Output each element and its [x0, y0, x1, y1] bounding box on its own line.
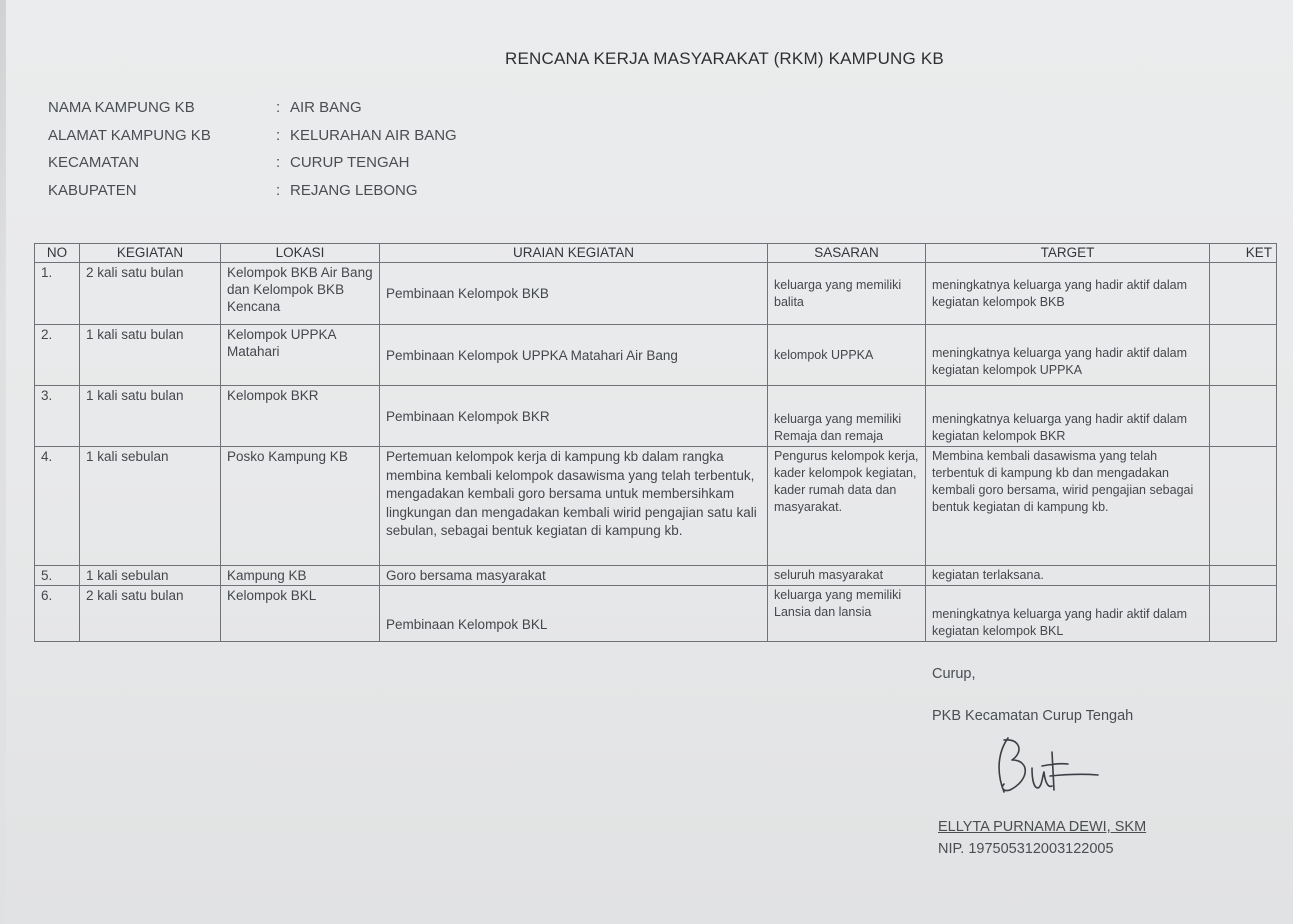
cell-sasaran: keluarga yang memiliki Lansia dan lansia — [768, 586, 926, 642]
cell-ket — [1210, 263, 1277, 325]
cell-no: 2. — [35, 325, 80, 386]
cell-ket — [1210, 586, 1277, 642]
info-row-kecamatan — [48, 149, 457, 177]
cell-target: meningkatnya keluarga yang hadir aktif dalam kegiatan kelompok BKL — [926, 586, 1210, 642]
cell-target: Membina kembali dasawisma yang telah terbentuk di kampung kb dan mengadakan kembali goro bersama, wirid pengajian sebagai bentuk kegiatan di kampung kb. — [926, 447, 1210, 566]
cell-no: 1. — [35, 263, 80, 325]
info-value: CURUP TENGAH — [290, 154, 410, 172]
table-row — [35, 386, 1277, 447]
cell-lokasi: Kelompok BKB Air Bang dan Kelompok BKB Kencana — [221, 263, 380, 325]
table-row — [35, 586, 1277, 642]
cell-target: meningkatnya keluarga yang hadir aktif dalam kegiatan kelompok BKR — [926, 386, 1210, 447]
signatory-nip: NIP. 197505312003122005 — [938, 841, 1114, 857]
info-value: AIR BANG — [290, 99, 362, 117]
cell-target: meningkatnya keluarga yang hadir aktif dalam kegiatan kelompok BKB — [926, 263, 1210, 325]
cell-kegiatan: 1 kali satu bulan — [80, 325, 221, 386]
signature-position: PKB Kecamatan Curup Tengah — [932, 708, 1134, 724]
cell-kegiatan: 2 kali satu bulan — [80, 263, 221, 325]
info-row-alamat — [48, 122, 457, 150]
cell-lokasi: Kelompok BKL — [221, 586, 380, 642]
rkm-table — [34, 243, 1277, 642]
info-label: KABUPATEN — [48, 181, 137, 199]
cell-target: kegiatan terlaksana. — [926, 566, 1210, 586]
cell-sasaran: keluarga yang memiliki Remaja dan remaja — [768, 386, 926, 447]
cell-no: 4. — [35, 447, 80, 566]
info-colon: : — [276, 181, 281, 199]
signature-image — [990, 730, 1100, 805]
cell-uraian: Pembinaan Kelompok BKR — [380, 386, 768, 447]
cell-sasaran: seluruh masyarakat — [768, 566, 926, 586]
cell-sasaran: kelompok UPPKA — [768, 325, 926, 386]
cell-sasaran: keluarga yang memiliki balita — [768, 263, 926, 325]
info-row-nama — [48, 94, 457, 122]
cell-lokasi: Kampung KB — [221, 566, 380, 586]
cell-uraian: Pembinaan Kelompok BKB — [380, 263, 768, 325]
cell-sasaran: Pengurus kelompok kerja, kader kelompok kegiatan, kader rumah data dan masyarakat. — [768, 447, 926, 566]
table-row — [35, 447, 1277, 566]
header-lokasi: LOKASI — [221, 244, 380, 263]
cell-kegiatan: 2 kali satu bulan — [80, 586, 221, 642]
signature-place: Curup, — [932, 666, 976, 682]
info-value: REJANG LEBONG — [290, 181, 418, 199]
info-label: ALAMAT KAMPUNG KB — [48, 126, 211, 144]
header-ket: KET — [1210, 244, 1277, 263]
cell-lokasi: Kelompok BKR — [221, 386, 380, 447]
cell-kegiatan: 1 kali sebulan — [80, 566, 221, 586]
info-colon: : — [276, 99, 281, 117]
cell-lokasi: Kelompok UPPKA Matahari — [221, 325, 380, 386]
table-row — [35, 325, 1277, 386]
cell-uraian: Pembinaan Kelompok UPPKA Matahari Air Bang — [380, 325, 768, 386]
cell-target: meningkatnya keluarga yang hadir aktif dalam kegiatan kelompok UPPKA — [926, 325, 1210, 386]
document-title: RENCANA KERJA MASYARAKAT (RKM) KAMPUNG KB — [505, 49, 944, 68]
info-colon: : — [276, 126, 281, 144]
cell-no: 5. — [35, 566, 80, 586]
info-label: KECAMATAN — [48, 154, 140, 172]
header-sasaran: SASARAN — [768, 244, 926, 263]
cell-uraian: Goro bersama masyarakat — [380, 566, 768, 586]
cell-ket — [1210, 566, 1277, 586]
header-no: NO — [35, 244, 80, 263]
cell-ket — [1210, 447, 1277, 566]
cell-kegiatan: 1 kali satu bulan — [80, 386, 221, 447]
cell-no: 6. — [35, 586, 80, 642]
cell-ket — [1210, 386, 1277, 447]
info-label: NAMA KAMPUNG KB — [48, 99, 195, 117]
header-target: TARGET — [926, 244, 1210, 263]
cell-kegiatan: 1 kali sebulan — [80, 447, 221, 566]
cell-uraian: Pembinaan Kelompok BKL — [380, 586, 768, 642]
table-row — [35, 263, 1277, 325]
table-row — [35, 566, 1277, 586]
cell-uraian: Pertemuan kelompok kerja di kampung kb dalam rangka membina kembali kelompok dasawisma yang telah terbentuk, mengadakan kembali goro bersama untuk membersihkam lingkungan dan mengadakan kembali wirid pengajian satu kali sebulan, sebagai bentuk kegiatan di kampung kb. — [380, 447, 768, 566]
cell-ket — [1210, 325, 1277, 386]
info-colon: : — [276, 154, 281, 172]
cell-no: 3. — [35, 386, 80, 447]
info-block — [48, 94, 457, 204]
info-value: KELURAHAN AIR BANG — [290, 126, 457, 144]
header-uraian: URAIAN KEGIATAN — [380, 244, 768, 263]
info-row-kabupaten — [48, 177, 457, 205]
table-header-row — [35, 244, 1277, 263]
signatory-name: ELLYTA PURNAMA DEWI, SKM — [938, 819, 1147, 835]
cell-lokasi: Posko Kampung KB — [221, 447, 380, 566]
header-kegiatan: KEGIATAN — [80, 244, 221, 263]
